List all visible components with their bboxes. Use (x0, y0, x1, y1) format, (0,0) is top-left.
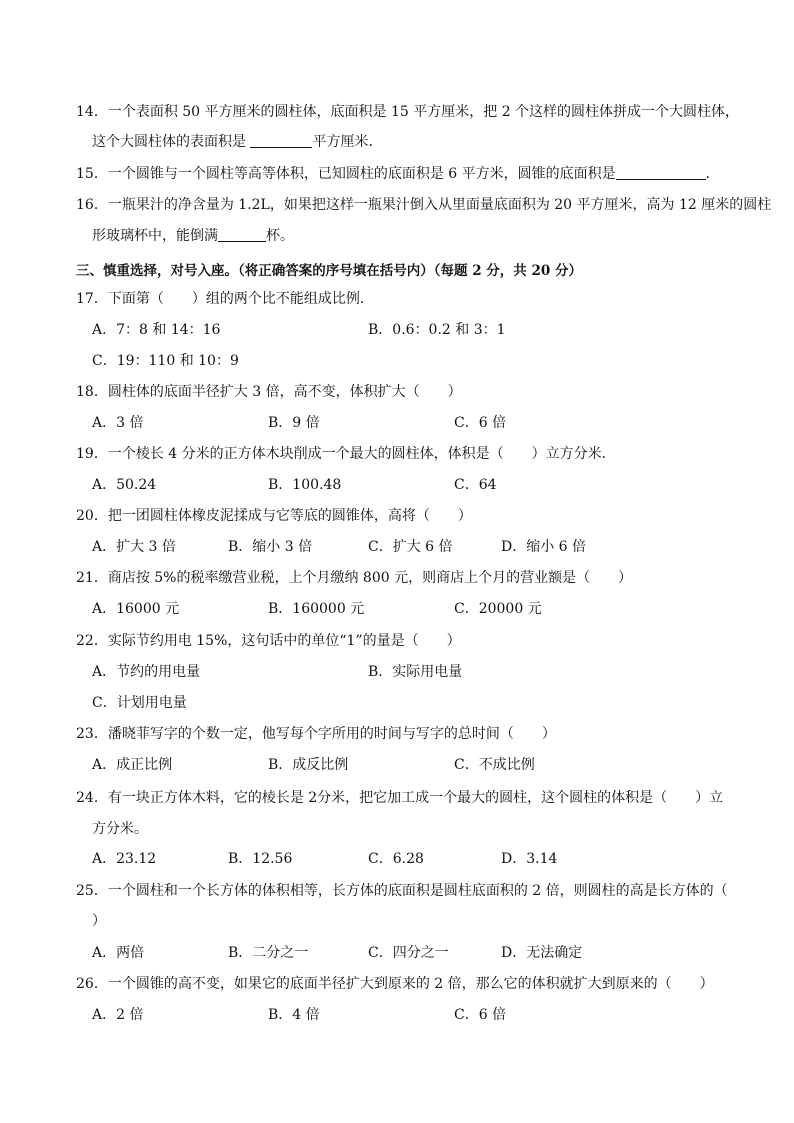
question-26-option-c[interactable]: C．6 倍 (454, 1007, 507, 1023)
question-20-option-b[interactable]: B．缩小 3 倍 (228, 539, 313, 555)
question-26-option-a[interactable]: A．2 倍 (92, 1007, 144, 1023)
question-22-option-a[interactable]: A．节约的用电量 (92, 664, 201, 680)
question-15-text: 15．一个圆锥与一个圆柱等高等体积，已知圆柱的底面积是 6 平方米，圆锥的底面积是 (76, 166, 616, 182)
question-23-stem: 23．潘晓菲写字的个数一定，他写每个字所用的时间与写字的总时间（ ） (76, 726, 556, 742)
question-22-option-b[interactable]: B．实际用电量 (368, 664, 463, 680)
question-15-period: ． (705, 166, 720, 182)
question-21-stem: 21．商店按 5%的税率缴营业税，上个月缴纳 800 元，则商店上个月的营业额是（ ） (76, 570, 633, 586)
question-23-option-b[interactable]: B．成反比例 (268, 757, 349, 773)
question-18-option-c[interactable]: C．6 倍 (454, 415, 507, 431)
question-16-text: 16．一瓶果汁的净含量为 1.2L，如果把这样一瓶果汁倒入从里面量底面积为 20 平方厘米，高为 12 厘米的圆柱 (76, 197, 772, 213)
question-24-option-a[interactable]: A．23.12 (92, 851, 157, 867)
question-18-option-b[interactable]: B．9 倍 (268, 415, 320, 431)
question-17-stem: 17．下面第（ ）组的两个比不能组成比例． (76, 291, 374, 307)
question-16-text-before-blank: 形玻璃杯中，能倒满 (92, 228, 218, 244)
question-14-text-after-blank: 平方厘米． (312, 134, 383, 150)
question-15-answer-blank[interactable] (616, 165, 706, 180)
question-19-option-b[interactable]: B．100.48 (268, 477, 342, 493)
question-20-option-c[interactable]: C．扩大 6 倍 (368, 539, 453, 555)
question-18-option-a[interactable]: A．3 倍 (92, 415, 144, 431)
question-26-stem: 26．一个圆锥的高不变，如果它的底面半径扩大到原来的 2 倍，那么它的体积就扩大到原来的（ ） (76, 976, 714, 992)
question-16-line-1 (76, 196, 772, 214)
question-24-option-d[interactable]: D．3.14 (501, 851, 558, 867)
question-21-option-a[interactable]: A．16000 元 (92, 601, 180, 617)
question-23-option-a[interactable]: A．成正比例 (92, 757, 173, 773)
question-16-line-2 (92, 227, 754, 245)
question-25-option-d[interactable]: D．无法确定 (501, 945, 583, 961)
question-22-stem: 22．实际节约用电 15%，这句话中的单位“1”的量是（ ） (76, 633, 461, 649)
question-17-option-b[interactable]: B．0.6：0.2 和 3：1 (368, 322, 506, 338)
question-14-line-2 (92, 133, 754, 151)
question-20-option-d[interactable]: D．缩小 6 倍 (501, 539, 587, 555)
question-14-text: 14．一个表面积 50 平方厘米的圆柱体，底面积是 15 平方厘米，把 2 个这样的圆柱体拼成一个大圆柱体， (76, 104, 740, 120)
question-18-stem: 18．圆柱体的底面半径扩大 3 倍，高不变，体积扩大（ ） (76, 384, 462, 400)
question-14-line-1 (76, 103, 754, 121)
question-15-line (76, 165, 754, 183)
question-21-option-c[interactable]: C．20000 元 (454, 601, 542, 617)
question-19-stem: 19．一个棱长 4 分米的正方体木块削成一个最大的圆柱体，体积是（ ）立方分米． (76, 446, 616, 462)
question-26-option-b[interactable]: B．4 倍 (268, 1007, 320, 1023)
question-14-text-before-blank: 这个大圆柱体的表面积是 (92, 134, 251, 150)
question-19-option-a[interactable]: A．50.24 (92, 477, 157, 493)
question-16-text-after-blank: 杯。 (266, 228, 294, 244)
question-24-option-b[interactable]: B．12.56 (228, 851, 293, 867)
question-22-option-c[interactable]: C．计划用电量 (92, 695, 187, 711)
question-24-option-c[interactable]: C．6.28 (368, 851, 424, 867)
question-20-option-a[interactable]: A．扩大 3 倍 (92, 539, 176, 555)
question-16-answer-blank[interactable] (218, 227, 266, 242)
question-25-line-1: 25．一个圆柱和一个长方体的体积相等，长方体的底面积是圆柱底面积的 2 倍，则圆柱的高是长方体的（ (76, 883, 728, 899)
question-23-option-c[interactable]: C．不成比例 (454, 757, 535, 773)
question-14-answer-blank[interactable] (250, 133, 312, 148)
question-24-line-1: 24．有一块正方体木料，它的棱长是 2分米，把它加工成一个最大的圆柱，这个圆柱的体积是（ ）立 (76, 790, 724, 806)
question-25-line-2: ） (92, 913, 106, 929)
question-25-option-a[interactable]: A．两倍 (92, 945, 145, 961)
section-3-title: 三、慎重选择，对号入座。（将正确答案的序号填在括号内）（每题 2 分，共 20 分） (76, 263, 582, 279)
question-17-option-a[interactable]: A．7：8 和 14：16 (92, 322, 221, 338)
question-19-option-c[interactable]: C．64 (454, 477, 497, 493)
question-25-option-b[interactable]: B．二分之一 (228, 945, 309, 961)
question-24-line-2: 方分米。 (92, 821, 148, 837)
question-17-option-c[interactable]: C．19：110 和 10：9 (92, 353, 239, 369)
question-20-stem: 20．把一团圆柱体橡皮泥揉成与它等底的圆锥体，高将（ ） (76, 508, 472, 524)
question-25-option-c[interactable]: C．四分之一 (368, 945, 449, 961)
question-21-option-b[interactable]: B．160000 元 (268, 601, 365, 617)
